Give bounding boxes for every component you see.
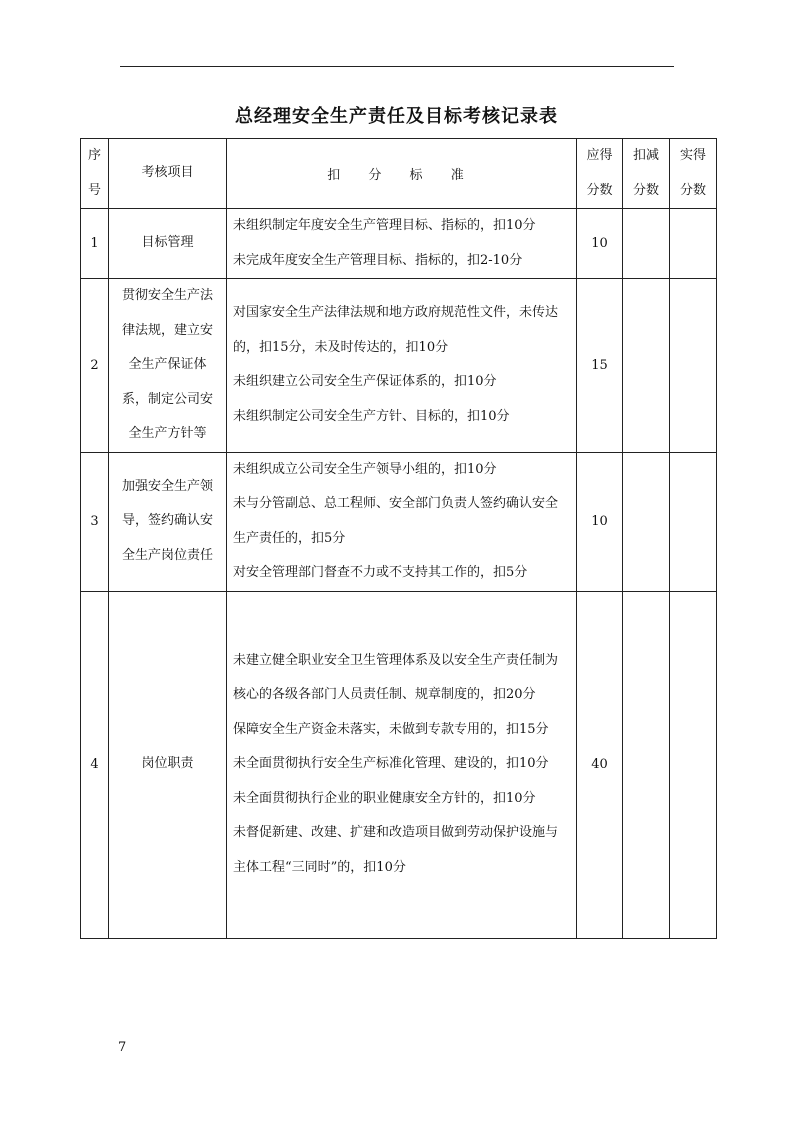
row-deduct-score <box>623 452 670 591</box>
row-deduct-score <box>623 591 670 938</box>
assessment-table <box>80 138 717 939</box>
table-row <box>81 279 717 453</box>
row-criteria <box>227 279 577 453</box>
row-item: 岗位职责 <box>109 591 227 938</box>
header-should-score: 应得 分数 <box>577 139 623 209</box>
criteria-line: 保障安全生产资金未落实，未做到专款专用的，扣15分 <box>233 721 549 737</box>
criteria-line: 未完成年度安全生产管理目标、指标的，扣2-10分 <box>233 252 523 268</box>
row-seq: 4 <box>81 591 109 938</box>
header-deduct-score: 扣减 分数 <box>623 139 670 209</box>
row-seq: 3 <box>81 452 109 591</box>
row-criteria <box>227 591 577 938</box>
table-row <box>81 452 717 591</box>
row-actual-score <box>670 279 717 453</box>
row-item: 加强安全生产领导，签约确认安全生产岗位责任 <box>109 452 227 591</box>
row-actual-score <box>670 209 717 279</box>
row-actual-score <box>670 452 717 591</box>
header-item: 考核项目 <box>109 139 227 209</box>
row-seq: 2 <box>81 279 109 453</box>
row-item: 贯彻安全生产法律法规，建立安全生产保证体系，制定公司安全生产方针等 <box>109 279 227 453</box>
page-number: 7 <box>118 1040 127 1055</box>
criteria-line: 对安全管理部门督查不力或不支持其工作的，扣5分 <box>233 565 528 580</box>
criteria-line: 对国家安全生产法律法规和地方政府规范性文件，未传达的，扣15分，未及时传达的，扣10分 <box>233 305 559 355</box>
row-should-score: 40 <box>577 591 623 938</box>
criteria-line: 未全面贯彻执行安全生产标准化管理、建设的，扣10分 <box>233 756 549 772</box>
row-item: 目标管理 <box>109 209 227 279</box>
row-criteria <box>227 452 577 591</box>
row-seq: 1 <box>81 209 109 279</box>
criteria-line: 未组织建立公司安全生产保证体系的，扣10分 <box>233 374 497 390</box>
criteria-line: 未与分管副总、总工程师、安全部门负责人签约确认安全生产责任的，扣5分 <box>233 496 559 546</box>
row-should-score: 15 <box>577 279 623 453</box>
header-seq: 序 号 <box>81 139 109 209</box>
row-should-score: 10 <box>577 209 623 279</box>
criteria-line: 未督促新建、改建、扩建和改造项目做到劳动保护设施与主体工程“三同时”的，扣10分 <box>233 825 559 875</box>
criteria-line: 未全面贯彻执行企业的职业健康安全方针的，扣10分 <box>233 790 536 806</box>
row-criteria <box>227 209 577 279</box>
criteria-line: 未组织制定年度安全生产管理目标、指标的，扣10分 <box>233 218 536 233</box>
row-deduct-score <box>623 209 670 279</box>
table-row <box>81 209 717 279</box>
header-criteria: 扣 分 标 准 <box>227 139 577 209</box>
header-rule <box>120 66 674 67</box>
criteria-line: 未建立健全职业安全卫生管理体系及以安全生产责任制为核心的各级各部门人员责任制、规章制度的，扣20分 <box>233 652 559 703</box>
header-actual-score: 实得 分数 <box>670 139 717 209</box>
table-row <box>81 591 717 938</box>
table-header-row <box>81 139 717 209</box>
criteria-line: 未组织制定公司安全生产方针、目标的，扣10分 <box>233 408 510 424</box>
row-deduct-score <box>623 279 670 453</box>
row-should-score: 10 <box>577 452 623 591</box>
criteria-line: 未组织成立公司安全生产领导小组的，扣10分 <box>233 461 497 477</box>
row-actual-score <box>670 591 717 938</box>
page-title: 总经理安全生产责任及目标考核记录表 <box>235 106 558 127</box>
